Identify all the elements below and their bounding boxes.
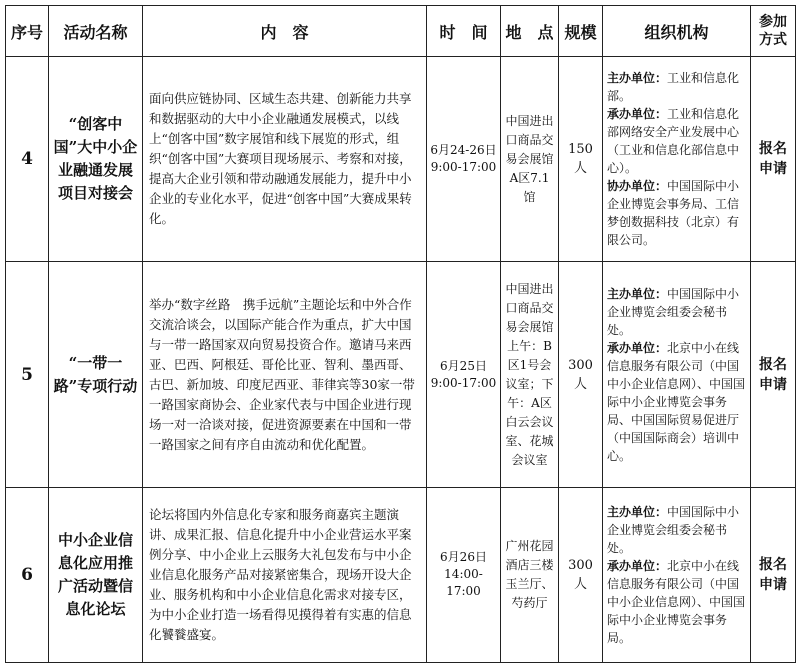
organizer-text: 北京中小在线信息服务有限公司（中国中小企业信息网）、中国国际中小企业博览会事务局。 — [607, 558, 746, 645]
organizer-label: 主办单位： — [607, 504, 668, 519]
organizer-entry — [607, 339, 746, 465]
organizer-label: 承办单位： — [607, 340, 668, 355]
activity-organizers — [603, 487, 751, 662]
row-index: 6 — [6, 487, 49, 662]
header-join: 参加方式 — [751, 6, 796, 57]
activity-scale: 150人 — [559, 57, 603, 262]
organizer-text: 工业和信息化部网络安全产业发展中心（工业和信息化部信息中心）。 — [607, 107, 740, 176]
table-row — [6, 487, 796, 662]
row-index: 5 — [6, 262, 49, 487]
join-method: 报名申请 — [751, 487, 796, 662]
activity-name: “一带一路”专项行动 — [49, 262, 143, 487]
header-activity: 活动名称 — [49, 6, 143, 57]
activity-date: 6月26日 — [440, 550, 487, 565]
organizer-entry — [607, 503, 746, 557]
activity-organizers — [603, 57, 751, 262]
header-scale: 规模 — [559, 6, 603, 57]
organizer-entry — [607, 177, 746, 249]
events-table — [5, 5, 796, 663]
header-location: 地 点 — [501, 6, 559, 57]
table-row — [6, 262, 796, 487]
activity-location: 广州花园酒店三楼玉兰厅、芍药厅 — [501, 487, 559, 662]
activity-name: “创客中国”大中小企业融通发展项目对接会 — [49, 57, 143, 262]
activity-content: 举办“数字丝路 携手远航”主题论坛和中外合作交流洽谈会，以国际产能合作为重点，扩大中国与一带一路国家双向贸易投资合作。邀请马来西亚、巴西、阿根廷、哥伦比亚、智利、墨西哥、古巴、新加坡、印度尼西亚、菲律宾等30家一带一路国家商协会、企业家代表与中国企业进行现场一对一洽谈对接，促进资源要素在中国和一带一路国家之间有序自由流动和优化配置。 — [143, 262, 427, 487]
header-organizers: 组织机构 — [603, 6, 751, 57]
activity-time — [427, 57, 501, 262]
organizer-text: 中国国际中小企业博览会事务局、工信梦创数据科技（北京）有限公司。 — [607, 179, 740, 248]
organizer-label: 协办单位： — [607, 179, 668, 194]
header-index: 序号 — [6, 6, 49, 57]
activity-scale: 300人 — [559, 487, 603, 662]
organizer-text: 北京中小在线信息服务有限公司（中国中小企业信息网）、中国国际中小企业博览会事务局、中国国际贸易促进厅（中国国际商会）培训中心。 — [607, 340, 746, 463]
activity-hours: 9:00-17:00 — [430, 160, 497, 175]
organizer-label: 主办单位： — [607, 286, 668, 301]
organizer-label: 主办单位： — [607, 71, 668, 86]
join-method: 报名申请 — [751, 57, 796, 262]
organizer-entry — [607, 69, 746, 105]
table-row — [6, 57, 796, 262]
header-row — [6, 6, 796, 57]
activity-hours: 9:00-17:00 — [430, 375, 497, 390]
header-time: 时 间 — [427, 6, 501, 57]
activity-time — [427, 487, 501, 662]
organizer-text: 工业和信息化部。 — [607, 71, 740, 104]
activity-name: 中小企业信息化应用推广活动暨信息化论坛 — [49, 487, 143, 662]
activity-date: 6月24-26日 — [430, 143, 497, 158]
row-index: 4 — [6, 57, 49, 262]
activity-location: 中国进出口商品交易会展馆A区7.1馆 — [501, 57, 559, 262]
organizer-entry — [607, 557, 746, 647]
activity-content: 面向供应链协同、区域生态共建、创新能力共享和数据驱动的大中小企业融通发展模式，以线上“创客中国”数字展馆和线下展览的形式，组织“创客中国”大赛项目现场展示、考察和对接，提高大企业引领和带动融通发展能力，提升中小企业的专业化水平，促进“创客中国”大赛成果转化。 — [143, 57, 427, 262]
organizer-entry — [607, 285, 746, 339]
activity-location: 中国进出口商品交易会展馆上午：B区1号会议室；下午：A区白云会议室、花城会议室 — [501, 262, 559, 487]
organizer-text: 中国国际中小企业博览会组委会秘书处。 — [607, 286, 740, 337]
activity-hours: 14:00-17:00 — [444, 567, 483, 599]
activity-content: 论坛将国内外信息化专家和服务商嘉宾主题演讲、成果汇报、信息化提升中小企业营运水平案例分享、中小企业上云服务大礼包发布与中小企业信息化服务产品对接紧密集合，现场开设大企业、服务机构和中小企业信息化需求对接专区，为中小企业打造一场看得见摸得着有实惠的信息化饕餮盛宴。 — [143, 487, 427, 662]
organizer-label: 承办单位： — [607, 107, 668, 122]
organizer-text: 中国国际中小企业博览会组委会秘书处。 — [607, 504, 740, 555]
activity-date: 6月25日 — [440, 358, 487, 373]
activity-scale: 300人 — [559, 262, 603, 487]
organizer-label: 承办单位： — [607, 558, 668, 573]
activity-organizers — [603, 262, 751, 487]
organizer-entry — [607, 105, 746, 177]
join-method: 报名申请 — [751, 262, 796, 487]
activity-time — [427, 262, 501, 487]
header-content: 内 容 — [143, 6, 427, 57]
